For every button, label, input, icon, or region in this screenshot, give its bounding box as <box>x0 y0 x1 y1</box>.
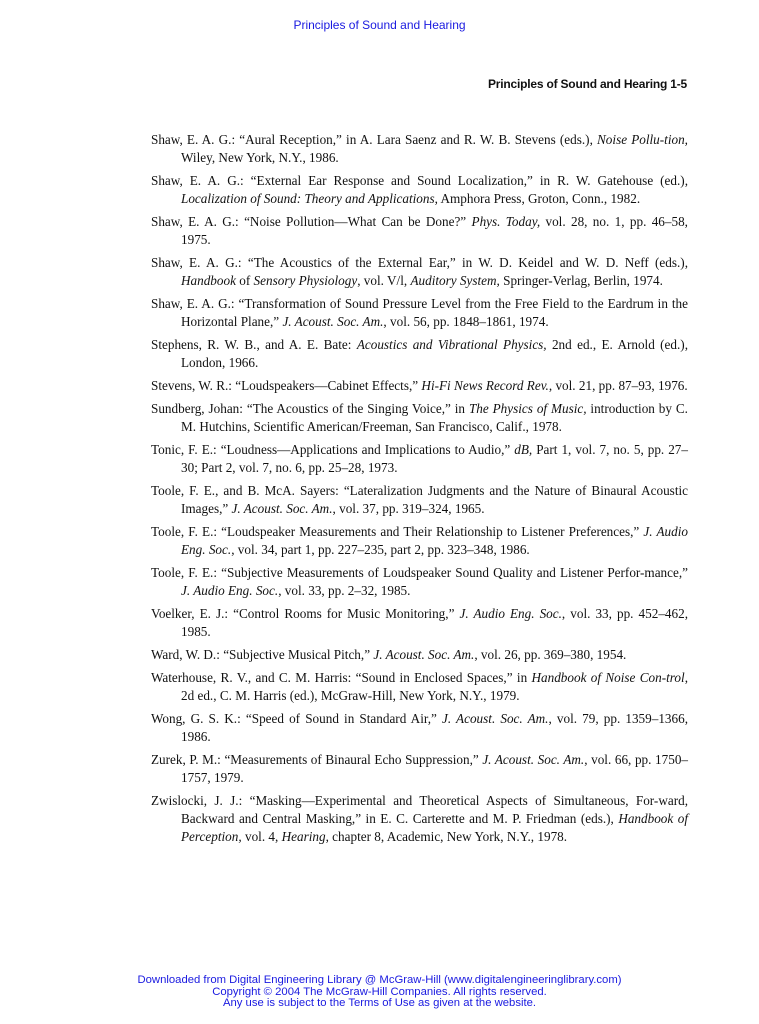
reference-italic-text: Phys. Today, <box>471 214 541 229</box>
reference-italic-text: Acoustics and Vibrational Physics, <box>356 337 547 352</box>
reference-text: 2nd ed., E. Arnold (ed.), London, 1966. <box>181 337 688 370</box>
reference-entry <box>151 336 688 372</box>
reference-entry <box>151 669 688 705</box>
reference-italic-text: J. Acoust. Soc. Am. <box>373 647 475 662</box>
reference-italic-text: J. Acoust. Soc. Am. <box>482 752 585 767</box>
reference-text: Voelker, E. J.: “Control Rooms for Music Monitoring,” <box>151 606 460 621</box>
reference-entry <box>151 172 688 208</box>
reference-text: Toole, F. E.: “Loudspeaker Measurements and Their Relationship to Listener Preferences,” <box>151 524 644 539</box>
reference-entry <box>151 400 688 436</box>
reference-entry <box>151 751 688 787</box>
reference-text: , vol. 21, pp. 87–93, 1976. <box>548 378 688 393</box>
reference-italic-text: Handbook of Noise Con-trol <box>531 670 685 685</box>
reference-text: Zwislocki, J. J.: “Masking—Experimental and Theoretical Aspects of Simultaneous, For-ward, Backward and Central Masking,” in E. C. Carterette and M. P. Friedman (eds.), <box>151 793 688 826</box>
reference-text: of <box>235 273 254 288</box>
running-head: Principles of Sound and Hearing 1-5 <box>487 77 687 91</box>
reference-italic-text: J. Audio Eng. Soc. <box>459 606 562 621</box>
reference-entry <box>151 482 688 518</box>
reference-entry <box>151 523 688 559</box>
reference-italic-text: Localization of Sound: Theory and Applications <box>181 191 435 206</box>
reference-text: Ward, W. D.: “Subjective Musical Pitch,” <box>151 647 374 662</box>
reference-entry <box>151 213 688 249</box>
reference-italic-text: Hi-Fi News Record Rev. <box>421 378 549 393</box>
reference-text: Sundberg, Johan: “The Acoustics of the Singing Voice,” in <box>151 401 469 416</box>
reference-italic-text: J. Acoust. Soc. Am. <box>442 711 549 726</box>
reference-text: , vol. V/l, <box>357 273 411 288</box>
reference-italic-text: J. Acoust. Soc. Am. <box>231 501 333 516</box>
reference-italic-text: J. Acoust. Soc. Am. <box>282 314 384 329</box>
reference-text: , vol. 33, pp. 452–462, 1985. <box>181 606 688 639</box>
footer-copyright: Copyright © 2004 The McGraw-Hill Companies. All rights reserved. <box>212 985 547 998</box>
reference-text: Stevens, W. R.: “Loudspeakers—Cabinet Effects,” <box>151 378 422 393</box>
reference-entry <box>151 792 688 846</box>
reference-text: Toole, F. E.: “Subjective Measurements of Loudspeaker Sound Quality and Listener Perfor-mance,” <box>151 565 688 580</box>
reference-italic-text: Hearing <box>281 829 326 844</box>
reference-entry <box>151 441 688 477</box>
reference-text: , vol. 26, pp. 369–380, 1954. <box>474 647 627 662</box>
reference-entry <box>151 295 688 331</box>
reference-italic-text: J. Audio Eng. Soc. <box>181 583 279 598</box>
footer-download-link[interactable]: Downloaded from Digital Engineering Library @ McGraw-Hill (www.digitalengineeringlibrary.com) <box>137 974 622 986</box>
reference-text: Springer-Verlag, Berlin, 1974. <box>499 273 663 288</box>
reference-italic-text: Auditory System, <box>410 273 500 288</box>
reference-entry <box>151 564 688 600</box>
reference-text: , vol. 37, pp. 319–324, 1965. <box>332 501 485 516</box>
reference-text: Shaw, E. A. G.: “External Ear Response and Sound Localization,” in R. W. Gatehouse (ed.), <box>151 173 688 188</box>
reference-text: Toole, F. E., and B. McA. Sayers: “Lateralization Judgments and the Nature of Binaural Acoustic Images,” <box>151 483 688 516</box>
footer-terms-link[interactable]: Any use is subject to the Terms of Use as given at the website. <box>222 997 537 1009</box>
reference-text: Shaw, E. A. G.: “Transformation of Sound Pressure Level from the Free Field to the Eardrum in the Horizontal Plane,” <box>151 296 688 329</box>
reference-entry <box>151 646 688 664</box>
reference-text: , chapter 8, Academic, New York, N.Y., 1978. <box>325 829 568 844</box>
reference-entry <box>151 377 688 395</box>
reference-text: vol. 28, no. 1, pp. 46–58, 1975. <box>181 214 688 247</box>
reference-italic-text: J. Audio Eng. Soc. <box>181 524 688 557</box>
reference-italic-text: The Physics of Music, <box>468 401 587 416</box>
reference-text: Tonic, F. E.: “Loudness—Applications and Implications to Audio,” <box>151 442 515 457</box>
reference-text: introduction by C. M. Hutchins, Scientific American/Freeman, San Francisco, Calif., 1978. <box>181 401 688 434</box>
reference-text: Waterhouse, R. V., and C. M. Harris: “Sound in Enclosed Spaces,” in <box>151 670 532 685</box>
reference-text: , vol. 56, pp. 1848–1861, 1974. <box>383 314 549 329</box>
reference-text: Shaw, E. A. G.: “Noise Pollution—What Can be Done?” <box>151 214 472 229</box>
footer-notice <box>0 975 759 1010</box>
reference-italic-text: Handbook <box>181 273 236 288</box>
reference-text: , vol. 66, pp. 1750–1757, 1979. <box>181 752 689 785</box>
reference-text: Wong, G. S. K.: “Speed of Sound in Standard Air,” <box>151 711 443 726</box>
reference-italic-text: Handbook of Perception, <box>181 811 688 844</box>
reference-entry <box>151 605 688 641</box>
reference-text: , vol. 79, pp. 1359–1366, 1986. <box>181 711 689 744</box>
reference-text: Zurek, P. M.: “Measurements of Binaural Echo Suppression,” <box>151 752 483 767</box>
reference-italic-text: dB, <box>514 442 533 457</box>
top-banner-title[interactable]: Principles of Sound and Hearing <box>293 18 466 32</box>
reference-italic-text: Noise Pollu-tion, <box>597 132 688 147</box>
reference-text: Wiley, New York, N.Y., 1986. <box>181 150 339 165</box>
reference-text: Stephens, R. W. B., and A. E. Bate: <box>151 337 357 352</box>
reference-entry <box>151 710 688 746</box>
reference-text: , vol. 34, part 1, pp. 227–235, part 2, pp. 323–348, 1986. <box>231 542 530 557</box>
reference-text: , Amphora Press, Groton, Conn., 1982. <box>434 191 641 206</box>
reference-text: Part 1, vol. 7, no. 5, pp. 27–30; Part 2, vol. 7, no. 6, pp. 25–28, 1973. <box>181 442 688 475</box>
reference-text: Shaw, E. A. G.: “The Acoustics of the External Ear,” in W. D. Keidel and W. D. Neff (eds.), <box>151 255 688 270</box>
reference-text: , vol. 33, pp. 2–32, 1985. <box>278 583 411 598</box>
reference-text: Shaw, E. A. G.: “Aural Reception,” in A. Lara Saenz and R. W. B. Stevens (eds.), <box>151 132 598 147</box>
reference-entry <box>151 131 688 167</box>
reference-text: vol. 4, <box>241 829 282 844</box>
reference-entry <box>151 254 688 290</box>
reference-list <box>151 131 688 851</box>
reference-italic-text: Sensory Physiology <box>253 273 358 288</box>
reference-text: , 2d ed., C. M. Harris (ed.), McGraw-Hill, New York, N.Y., 1979. <box>181 670 688 703</box>
